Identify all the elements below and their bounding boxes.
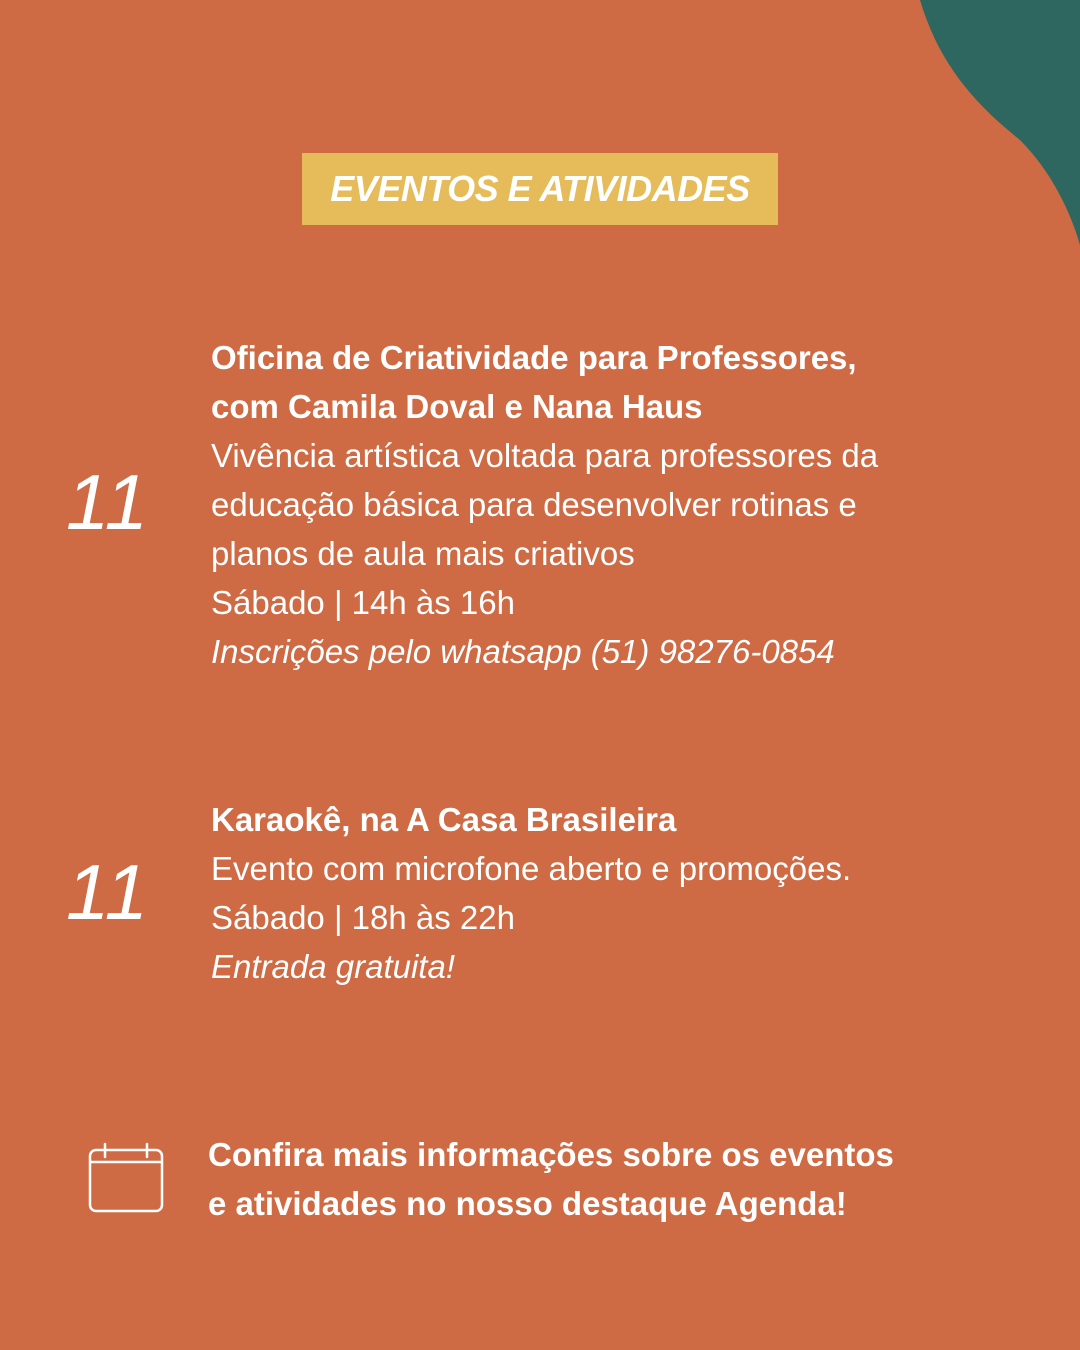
event-1-title-line-2: com Camila Doval e Nana Haus: [211, 388, 703, 425]
footer-line-2: e atividades no nosso destaque Agenda!: [208, 1185, 847, 1222]
event-2-title: Karaokê, na A Casa Brasileira: [211, 801, 677, 838]
calendar-icon: [88, 1142, 164, 1214]
event-2-note: Entrada gratuita!: [211, 948, 455, 985]
event-day-2: 11: [66, 848, 149, 936]
footer-line-1: Confira mais informações sobre os eventos: [208, 1136, 894, 1173]
event-1: [211, 333, 1051, 676]
event-1-note: Inscrições pelo whatsapp (51) 98276-0854: [211, 633, 835, 670]
title-badge: [302, 153, 778, 225]
event-2: [211, 795, 1051, 991]
event-1-description-line-1: Vivência artística voltada para professores da: [211, 437, 879, 474]
event-1-schedule: Sábado | 14h às 16h: [211, 584, 515, 621]
event-2-schedule: Sábado | 18h às 22h: [211, 899, 515, 936]
event-1-description-line-2: educação básica para desenvolver rotinas e: [211, 486, 857, 523]
page-title: EVENTOS E ATIVIDADES: [330, 168, 750, 209]
event-1-title-line-1: Oficina de Criatividade para Professores,: [211, 339, 857, 376]
event-2-description: Evento com microfone aberto e promoções.: [211, 850, 852, 887]
footer-message: [208, 1130, 894, 1228]
event-1-description-line-3: planos de aula mais criativos: [211, 535, 635, 572]
event-day-1: 11: [66, 458, 149, 546]
corner-decoration: [910, 0, 1080, 250]
